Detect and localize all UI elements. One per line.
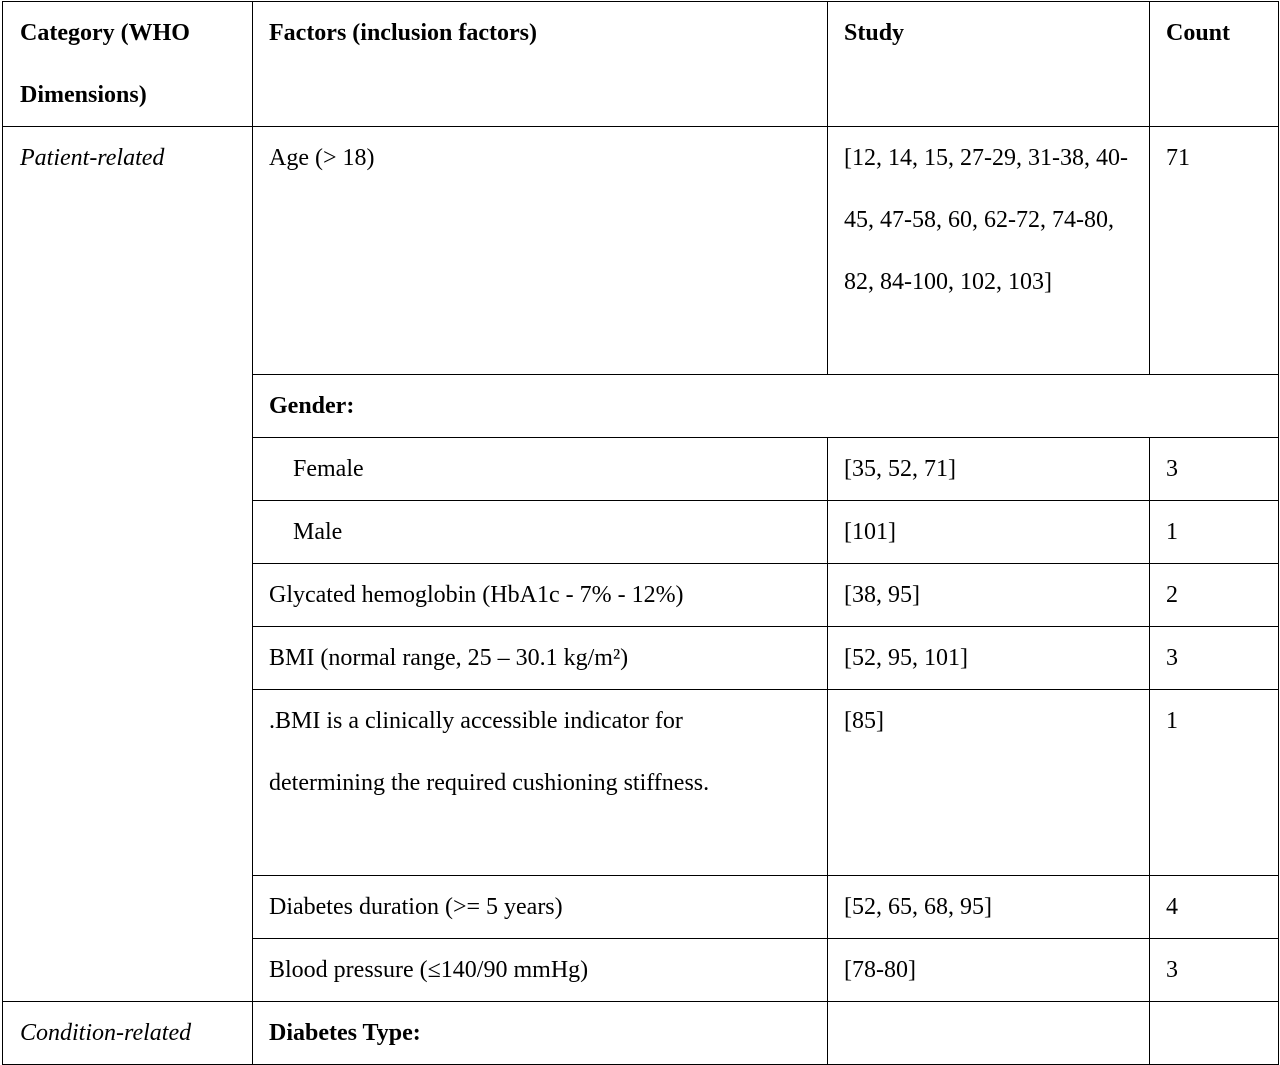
table-row: [3, 1002, 1279, 1065]
header-category: Category (WHO Dimensions): [3, 2, 253, 127]
gender-heading: Gender:: [253, 375, 1279, 438]
count-diabetes-type-empty: [1150, 1002, 1279, 1065]
study-female: [35, 52, 71]: [828, 438, 1150, 501]
header-study: Study: [828, 2, 1150, 127]
count-female: 3: [1150, 438, 1279, 501]
header-factors: Factors (inclusion factors): [253, 2, 828, 127]
study-bmi: [52, 95, 101]: [828, 627, 1150, 690]
count-hba1c: 2: [1150, 564, 1279, 627]
factor-female: Female: [253, 438, 828, 501]
count-blood-pressure: 3: [1150, 939, 1279, 1002]
count-diabetes-duration: 4: [1150, 876, 1279, 939]
factor-hba1c: Glycated hemoglobin (HbA1c - 7% - 12%): [253, 564, 828, 627]
factor-bmi-indicator: .BMI is a clinically accessible indicator for determining the required cushioning stiffness.: [253, 690, 828, 876]
factor-bmi: BMI (normal range, 25 – 30.1 kg/m²): [253, 627, 828, 690]
study-blood-pressure: [78-80]: [828, 939, 1150, 1002]
study-diabetes-type-empty: [828, 1002, 1150, 1065]
table-row: [3, 127, 1279, 375]
factor-age: Age (> 18): [253, 127, 828, 375]
count-bmi: 3: [1150, 627, 1279, 690]
study-diabetes-duration: [52, 65, 68, 95]: [828, 876, 1150, 939]
study-male: [101]: [828, 501, 1150, 564]
count-age: 71: [1150, 127, 1279, 375]
inclusion-factors-table: [2, 1, 1279, 1065]
category-patient-related: Patient-related: [3, 127, 253, 1002]
factor-diabetes-duration: Diabetes duration (>= 5 years): [253, 876, 828, 939]
study-bmi-indicator: [85]: [828, 690, 1150, 876]
table-header-row: [3, 2, 1279, 127]
category-condition-related: Condition-related: [3, 1002, 253, 1065]
count-male: 1: [1150, 501, 1279, 564]
factor-blood-pressure: Blood pressure (≤140/90 mmHg): [253, 939, 828, 1002]
diabetes-type-heading: Diabetes Type:: [253, 1002, 828, 1065]
study-age: [12, 14, 15, 27-29, 31-38, 40-45, 47-58, 60, 62-72, 74-80, 82, 84-100, 102, 103]: [828, 127, 1150, 375]
header-count: Count: [1150, 2, 1279, 127]
factor-male: Male: [253, 501, 828, 564]
count-bmi-indicator: 1: [1150, 690, 1279, 876]
study-hba1c: [38, 95]: [828, 564, 1150, 627]
